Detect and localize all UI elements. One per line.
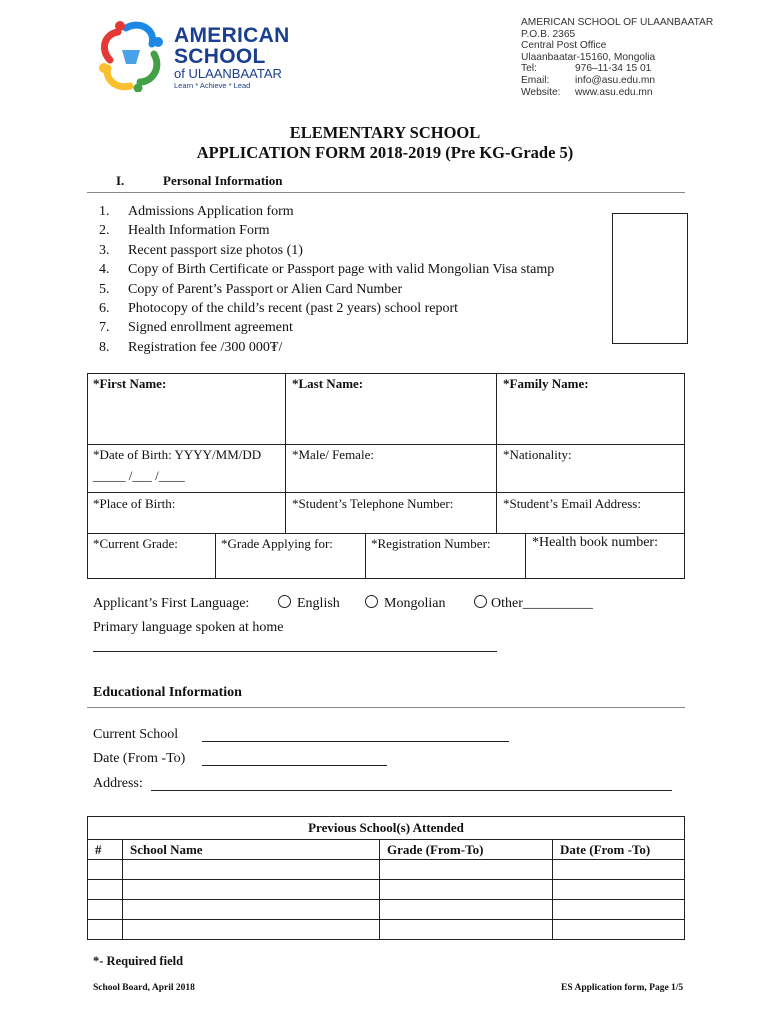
table-row: [88, 880, 685, 900]
column-header-date: Date (From -To): [553, 840, 685, 860]
contact-office: Central Post Office: [521, 40, 607, 52]
contact-website: [521, 87, 713, 99]
contact-tel-value: 976–11-34 15 01: [575, 63, 652, 75]
form-row-divider: [87, 444, 685, 445]
mongolian-radio[interactable]: [365, 595, 378, 608]
column-header-number: #: [88, 840, 123, 860]
table-cell[interactable]: [380, 920, 553, 940]
contact-email-label: Email:: [521, 74, 550, 86]
school-address-input-line[interactable]: [151, 790, 672, 791]
section-divider: [87, 192, 685, 193]
list-item: 3. Recent passport size photos (1): [99, 242, 303, 258]
table-cell[interactable]: [380, 860, 553, 880]
health-book-field[interactable]: *Health book number:: [532, 535, 658, 550]
form-col-divider: [365, 533, 366, 579]
student-phone-field[interactable]: *Student’s Telephone Number:: [292, 496, 454, 511]
mongolian-option-label: Mongolian: [384, 596, 446, 611]
other-option-label[interactable]: Other__________: [491, 596, 593, 611]
table-row: [88, 920, 685, 940]
logo-text-school: SCHOOL: [174, 45, 266, 68]
contact-email: [521, 75, 713, 87]
contact-tel: [521, 63, 713, 75]
requirements-list: [99, 202, 554, 357]
school-logo: [96, 20, 296, 92]
form-col-divider: [215, 533, 216, 579]
school-address-label: Address:: [93, 776, 143, 791]
form-border-bottom: [87, 578, 685, 579]
school-date-input-line[interactable]: [202, 765, 387, 766]
form-title-line1: ELEMENTARY SCHOOL: [289, 123, 481, 142]
table-row: [88, 900, 685, 920]
form-row-divider: [87, 492, 685, 493]
contact-email-value[interactable]: info@asu.edu.mn: [575, 74, 656, 86]
table-cell[interactable]: [123, 900, 380, 920]
english-option-label: English: [297, 596, 340, 611]
education-heading: Educational Information: [93, 685, 242, 700]
table-cell[interactable]: [553, 920, 685, 940]
place-of-birth-field[interactable]: *Place of Birth:: [93, 496, 176, 511]
form-title-line2: APPLICATION FORM 2018-2019 (Pre KG-Grade 5): [196, 143, 574, 162]
contact-pob: P.O.B. 2365: [521, 28, 576, 40]
photo-placeholder-box[interactable]: [612, 213, 688, 344]
education-divider: [87, 707, 685, 708]
table-cell[interactable]: [553, 860, 685, 880]
table-cell[interactable]: [380, 880, 553, 900]
table-cell[interactable]: [123, 880, 380, 900]
list-item: 2. Health Information Form: [99, 223, 270, 239]
table-row: [88, 860, 685, 880]
current-grade-field[interactable]: *Current Grade:: [93, 536, 178, 551]
english-radio[interactable]: [278, 595, 291, 608]
date-of-birth-blank: _____ /___ /____: [93, 468, 185, 483]
column-header-school-name: School Name: [123, 840, 380, 860]
registration-number-field[interactable]: *Registration Number:: [371, 536, 491, 551]
contact-website-label: Website:: [521, 86, 561, 98]
footer-page-number: ES Application form, Page 1/5: [561, 983, 684, 993]
school-contact-block: [521, 17, 713, 98]
contact-website-value[interactable]: www.asu.edu.mn: [575, 86, 653, 98]
table-cell[interactable]: [123, 860, 380, 880]
logo-tagline: Learn * Achieve * Lead: [174, 81, 251, 90]
list-item: 6. Photocopy of the child’s recent (past 2 years) school report: [99, 301, 459, 317]
table-cell[interactable]: [380, 900, 553, 920]
list-item: 5. Copy of Parent’s Passport or Alien Card Number: [99, 281, 403, 297]
date-of-birth-field[interactable]: *Date of Birth: YYYY/MM/DD: [93, 447, 262, 462]
table-cell[interactable]: [553, 900, 685, 920]
table-header-row: [88, 840, 685, 860]
contact-tel-label: Tel:: [521, 63, 537, 75]
form-border-left: [87, 373, 88, 579]
list-item: 8. Registration fee /300 000₮/: [99, 339, 283, 355]
contact-city: Ulaanbaatar-15160, Mongolia: [521, 51, 656, 63]
nationality-field[interactable]: *Nationality:: [503, 447, 572, 462]
form-row-divider: [87, 533, 685, 534]
table-cell[interactable]: [88, 900, 123, 920]
logo-emblem-icon: [96, 20, 166, 92]
primary-language-label: Primary language spoken at home: [93, 620, 284, 635]
section-title: Personal Information: [163, 173, 283, 188]
family-name-field[interactable]: *Family Name:: [503, 376, 589, 391]
previous-schools-caption: Previous School(s) Attended: [88, 817, 685, 840]
section-number: I.: [116, 173, 125, 188]
gender-field[interactable]: *Male/ Female:: [292, 447, 374, 462]
required-field-note: *- Required field: [93, 954, 184, 968]
school-date-label: Date (From -To): [93, 751, 186, 766]
student-email-field[interactable]: *Student’s Email Address:: [503, 496, 641, 511]
first-language-label: Applicant’s First Language:: [93, 596, 250, 611]
list-item: 7. Signed enrollment agreement: [99, 320, 293, 336]
logo-text-city: of ULAANBAATAR: [174, 66, 282, 81]
table-cell[interactable]: [88, 860, 123, 880]
form-col-divider: [496, 373, 497, 534]
first-name-field[interactable]: *First Name:: [93, 376, 167, 391]
grade-applying-field[interactable]: *Grade Applying for:: [221, 536, 333, 551]
table-cell[interactable]: [553, 880, 685, 900]
current-school-input-line[interactable]: [202, 741, 509, 742]
current-school-label: Current School: [93, 727, 179, 742]
form-border-right: [684, 373, 685, 579]
table-cell[interactable]: [88, 920, 123, 940]
footer-left-text: School Board, April 2018: [93, 983, 195, 993]
table-caption-row: [88, 817, 685, 840]
previous-schools-table: [87, 816, 685, 940]
column-header-grade: Grade (From-To): [380, 840, 553, 860]
primary-language-input-line[interactable]: [93, 651, 497, 652]
last-name-field[interactable]: *Last Name:: [292, 376, 364, 391]
list-item: 4. Copy of Birth Certificate or Passport page with valid Mongolian Visa stamp: [99, 262, 555, 278]
other-radio[interactable]: [474, 595, 487, 608]
table-cell[interactable]: [123, 920, 380, 940]
form-col-divider: [285, 373, 286, 534]
contact-school-name: AMERICAN SCHOOL OF ULAANBAATAR: [521, 17, 714, 28]
form-col-divider: [525, 533, 526, 579]
table-cell[interactable]: [88, 880, 123, 900]
form-border-top: [87, 373, 685, 374]
logo-text-american: AMERICAN: [174, 24, 290, 47]
list-item: 1. Admissions Application form: [99, 204, 294, 219]
